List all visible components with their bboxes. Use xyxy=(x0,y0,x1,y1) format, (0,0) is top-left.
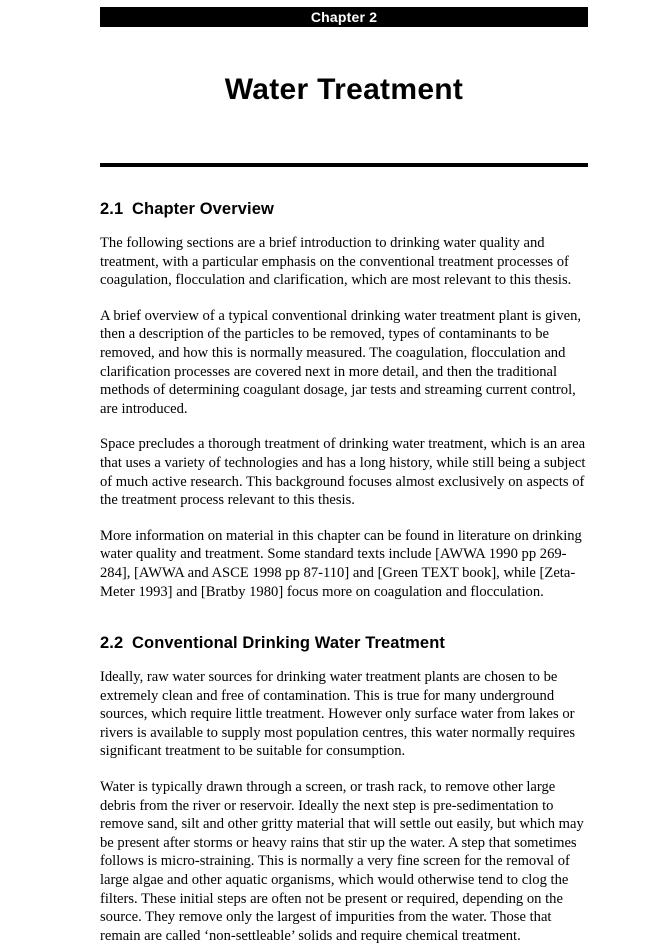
paragraph: The following sections are a brief introduction to drinking water quality and treatment, with a particular emphasis on the conventional treatment processes of coagulation, flocculation and clarification, which are most relevant to this thesis. xyxy=(100,235,572,289)
section-heading-2-2 xyxy=(100,634,588,653)
chapter-title: Water Treatment xyxy=(224,73,464,106)
section-title-2-1: Chapter Overview xyxy=(132,200,274,218)
paragraph: Water is typically drawn through a screen, or trash rack, to remove other large debris from the river or reservoir. Ideally the next step is pre-sedimentation to remove sand, silt and other gritty material that will settle out easily, but which may be present after storms or heavy rains that stir up the water. A step that sometimes follows is micro-straining. This is normally a very fine screen for the removal of large algae and other aquatic organisms, which would otherwise tend to clog the filters. These initial steps are often not be present or required, depending on the source. They remove only the largest of impurities from the water. Those that remain are called ‘non-settleable’ solids and require chemical treatment. xyxy=(100,779,584,944)
section-title-2-2: Conventional Drinking Water Treatment xyxy=(132,634,445,653)
paragraph: More information on material in this chapter can be found in literature on drinking water quality and treatment. Some standard texts include [AWWA 1990 pp 269-284], [AWWA and ASCE 1998 pp 87-110] and [Green TEXT book], while [Zeta-Meter 1993] and [Bratby 1980] focus more on coagulation and flocculation. xyxy=(100,527,582,600)
paragraph: A brief overview of a typical conventional drinking water treatment plant is given, then a description of the particles to be removed, types of contaminants to be removed, and how this is normally measured. The coagulation, flocculation and clarification processes are covered next in more detail, and then the traditional methods of determining coagulant dosage, jar tests and streaming current control, are introduced. xyxy=(100,307,582,417)
section-heading-2-1 xyxy=(100,200,588,219)
chapter-banner: Chapter 2 xyxy=(100,7,588,27)
section-number-2-2: 2.2 xyxy=(100,634,124,653)
paragraph: Ideally, raw water sources for drinking water treatment plants are chosen to be extremely clean and free of contamination. This is true for many underground sources, which require little treatment. However only surface water from lakes or rivers is available to supply most population centres, this water normally requires significant treatment to be suitable for consumption. xyxy=(100,669,575,760)
title-divider-rule xyxy=(100,163,588,167)
section-number-2-1: 2.1 xyxy=(100,200,124,218)
page-content xyxy=(100,0,588,945)
paragraph: Space precludes a thorough treatment of drinking water treatment, which is an area that uses a variety of technologies and has a long history, while still being a subject of much active research. This background focuses almost exclusively on aspects of the treatment process relevant to this thesis. xyxy=(100,436,586,509)
